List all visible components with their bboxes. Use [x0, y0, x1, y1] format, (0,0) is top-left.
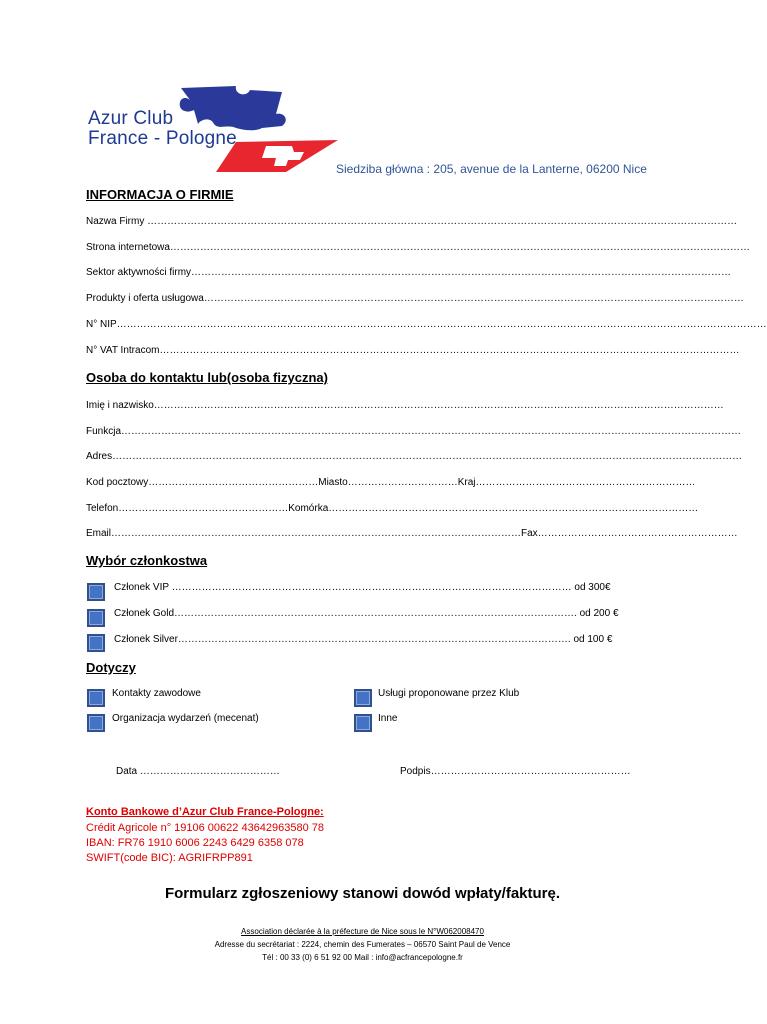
postal-city-country-field[interactable]: Kod pocztowy……………………………………………Miasto……………………………Kraj………………………………………………………… — [86, 477, 696, 488]
phone-mobile-field[interactable]: Telefon……………………………………………Komórka………………………………………………………………………………………………… — [86, 503, 699, 514]
professional-contacts-label: Kontakty zawodowe — [112, 688, 201, 699]
date-field[interactable]: Data …………………………………… — [116, 766, 280, 777]
email-fax-field[interactable]: Email……………………………………………………………………………………………………………Fax…………………………………………………… — [86, 528, 738, 539]
professional-contacts-checkbox[interactable] — [87, 689, 105, 707]
sector-field[interactable]: Sektor aktywności firmy……………………………………………………………………………………………………………………………………………… — [86, 267, 732, 278]
event-organization-checkbox[interactable] — [87, 714, 105, 732]
gold-checkbox[interactable] — [87, 609, 105, 627]
logo-line-1: Azur Club — [88, 108, 174, 129]
company-section-title: INFORMACJA O FIRMIE — [86, 187, 234, 202]
footer-secretariat-address: Adresse du secrétariat : 2224, chemin des Fumerates – 06570 Saint Paul de Vence — [214, 940, 511, 949]
club-services-checkbox[interactable] — [354, 689, 372, 707]
footer-contact: Tél : 00 33 (0) 6 51 92 00 Mail : info@acfrancepologne.fr — [262, 953, 463, 962]
contact-section-title: Osoba do kontaktu lub(osoba fizyczna) — [86, 370, 328, 385]
silver-checkbox[interactable] — [87, 634, 105, 652]
footer-association: Association déclarée à la préfecture de Nice sous le N°W062008470 — [241, 927, 484, 936]
company-name-field[interactable]: Nazwa Firmy …………………………………………………………………………………………………………………………………………………………… — [86, 216, 738, 227]
nip-field[interactable]: N° NIP…………………………………………………………………………………………………………………………………………………………………………… — [86, 319, 767, 330]
function-field[interactable]: Funkcja…………………………………………………………………………………………………………………………………………………………………… — [86, 426, 742, 437]
signature-field[interactable]: Podpis…………………………………………………… — [400, 766, 631, 777]
concerns-section-title: Dotyczy — [86, 660, 136, 675]
membership-section-title: Wybór członkostwa — [86, 553, 208, 568]
vat-field[interactable]: N° VAT Intracom………………………………………………………………………………………………………………………………………………………… — [86, 345, 740, 356]
full-name-field[interactable]: Imię i nazwisko……………………………………………………………………………………………………………………………………………………… — [86, 400, 724, 411]
silver-option-label: Członek Silver………………………………………………………………………………………………………. od 100 € — [114, 634, 613, 645]
club-services-label: Usługi proponowane przez Klub — [378, 688, 520, 699]
website-field[interactable]: Strona internetowa………………………………………………………………………………………………………………………………………………………… — [86, 242, 750, 253]
proof-of-payment-statement: Formularz zgłoszeniowy stanowi dowód wpłaty/fakturę. — [164, 885, 561, 902]
headquarters-address: Siedziba główna : 205, avenue de la Lanterne, 06200 Nice — [336, 162, 647, 176]
products-field[interactable]: Produkty i oferta usługowa……………………………………………………………………………………………………………………………………………… — [86, 293, 744, 304]
vip-checkbox[interactable] — [87, 583, 105, 601]
bank-title: Konto Bankowe d’Azur Club France-Pologne: — [86, 806, 324, 818]
event-organization-label: Organizacja wydarzeń (mecenat) — [112, 713, 259, 724]
gold-option-label: Członek Gold…………………………………………………………………………………………………………. od 200 € — [114, 608, 619, 619]
address-field[interactable]: Adres……………………………………………………………………………………………………………………………………………………………………… — [86, 451, 743, 462]
iban-line: IBAN: FR76 1910 6006 2243 6429 6358 078 — [86, 837, 304, 849]
logo-line-2: France - Pologne — [88, 128, 237, 149]
other-checkbox[interactable] — [354, 714, 372, 732]
other-label: Inne — [378, 713, 398, 724]
vip-option-label: Członek VIP ………………………………………………………………………………………………………… od 300€ — [114, 582, 611, 593]
logo — [86, 84, 346, 174]
bank-account-line: Crédit Agricole n° 19106 00622 43642963580 78 — [86, 822, 325, 834]
swift-line: SWIFT(code BIC): AGRIFRPP891 — [86, 852, 253, 864]
